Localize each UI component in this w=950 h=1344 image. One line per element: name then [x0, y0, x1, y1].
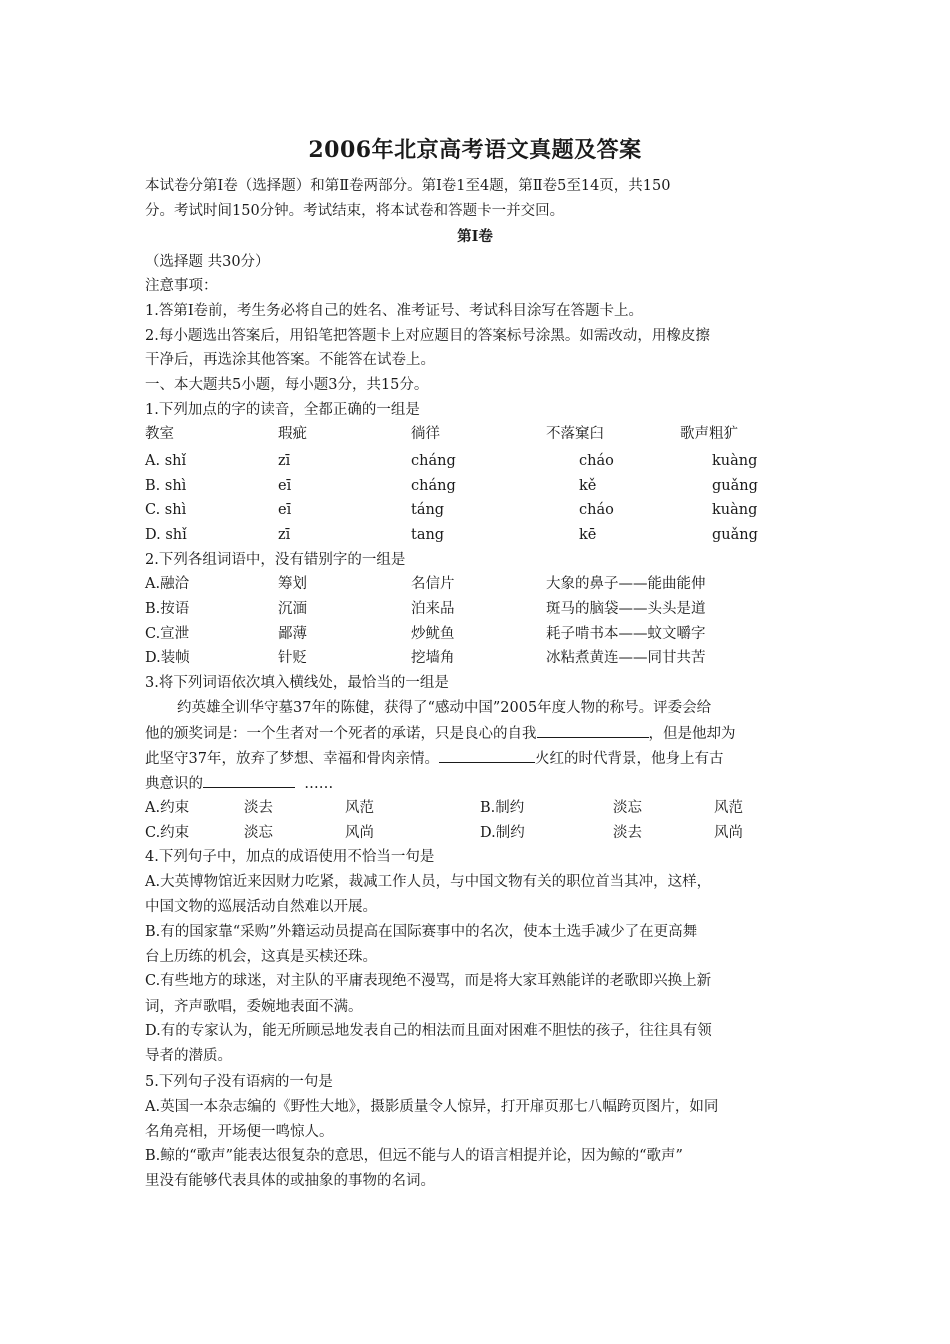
table-cell: 瑕疵	[278, 426, 307, 442]
question-2-option-row	[145, 648, 825, 668]
question-2-option-row	[145, 599, 825, 619]
question-4-stem: 4.下列句子中，加点的成语使用不恰当一句是	[145, 849, 435, 865]
table-cell: 风尚	[345, 825, 374, 841]
table-cell: táng	[411, 502, 445, 518]
table-cell: 泊来品	[411, 601, 455, 617]
table-cell: 沉湎	[278, 601, 307, 617]
table-cell: A. shǐ	[145, 453, 187, 469]
table-cell: kuàng	[712, 453, 758, 469]
option-line: 词，齐声歌唱，委婉地表面不满。	[145, 999, 363, 1015]
question-3-stem: 3.将下列词语依次填入横线处，最恰当的一组是	[145, 675, 449, 691]
intro-line: 分。考试时间150分钟。考试结束，将本试卷和答题卡一并交回。	[145, 203, 565, 219]
paragraph-line	[145, 723, 736, 744]
table-cell: guǎng	[712, 527, 758, 543]
note-line: 干净后，再选涂其他答案。不能答在试卷上。	[145, 352, 435, 368]
table-cell: cháo	[579, 502, 614, 518]
paragraph-text: 典意识的	[145, 776, 203, 792]
fill-blank	[537, 723, 649, 738]
table-cell: B.制约	[480, 800, 525, 816]
table-cell: guǎng	[712, 478, 758, 494]
option-line: A.大英博物馆近来因财力吃紧，裁减工作人员，与中国文物有关的职位首当其冲，这样，	[145, 874, 712, 890]
table-cell: C.约束	[145, 825, 190, 841]
table-cell: 教室	[145, 426, 174, 442]
option-line: 导者的潜质。	[145, 1048, 232, 1064]
paragraph-text: 火红的时代背景，他身上有古	[534, 751, 724, 767]
option-line: A.英国一本杂志编的《野性大地》，摄影质量令人惊异，打开扉页那七八幅跨页图片，如同	[145, 1099, 719, 1115]
option-line: D.有的专家认为，能无所顾忌地发表自己的相法而且面对困难不胆怯的孩子，往往具有领	[145, 1023, 712, 1039]
notes-heading: 注意事项：	[145, 278, 218, 294]
table-cell: eī	[278, 478, 292, 494]
table-cell: D.制约	[480, 825, 525, 841]
table-cell: 筹划	[278, 576, 307, 592]
section-subheading: （选择题 共30分）	[145, 254, 270, 270]
table-cell: A.约束	[145, 800, 190, 816]
question-2-option-row	[145, 574, 825, 594]
paragraph-text: 此坚守37年，放弃了梦想、幸福和骨肉亲情。	[145, 751, 439, 767]
paragraph-line	[145, 773, 333, 794]
table-cell: zī	[278, 453, 291, 469]
fill-blank	[203, 773, 295, 788]
table-cell: cháng	[411, 453, 456, 469]
question-3-option-row	[145, 823, 825, 843]
table-cell: 淡去	[613, 825, 642, 841]
question-2-stem: 2.下列各组词语中，没有错别字的一组是	[145, 552, 406, 568]
table-cell: kě	[579, 478, 597, 494]
question-5-stem: 5.下列句子没有语病的一句是	[145, 1074, 333, 1090]
question-1-option-row	[145, 451, 825, 471]
page-title: 2006年北京高考语文真题及答案	[308, 137, 642, 163]
table-cell: cháng	[411, 478, 456, 494]
paragraph-line: 约英雄全训华守墓37年的陈健，获得了“感动中国”2005年度人物的称号。评委会给	[177, 700, 712, 716]
note-line: 2.每小题选出答案后，用铅笔把答题卡上对应题目的答案标号涂黑。如需改动，用橡皮擦	[145, 328, 710, 344]
table-cell: A.融洽	[145, 576, 190, 592]
table-cell: B.按语	[145, 601, 190, 617]
table-cell: 风范	[345, 800, 374, 816]
option-line: 里没有能够代表具体的或抽象的事物的名词。	[145, 1173, 435, 1189]
question-3-option-row	[145, 798, 825, 818]
section-heading: 第Ⅰ卷	[457, 228, 493, 245]
table-cell: 淡忘	[244, 825, 273, 841]
table-cell: 徜徉	[411, 426, 440, 442]
paragraph-text: ……	[304, 776, 334, 792]
table-cell: 淡去	[244, 800, 273, 816]
question-2-option-row	[145, 624, 825, 644]
option-line: 中国文物的巡展活动自然难以开展。	[145, 899, 377, 915]
table-cell: D.装帧	[145, 650, 190, 666]
table-cell: 针贬	[278, 650, 307, 666]
question-1-option-row	[145, 525, 825, 545]
table-cell: C.宣泄	[145, 626, 190, 642]
option-line: B.有的国家靠“采购”外籍运动员提高在国际赛事中的名次，使本土选手减少了在更高舞	[145, 924, 698, 940]
table-cell: 挖墙角	[411, 650, 455, 666]
table-cell: eī	[278, 502, 292, 518]
table-cell: 大象的鼻子——能曲能伸	[546, 576, 706, 592]
option-line: C.有些地方的球迷，对主队的平庸表现绝不漫骂，而是将大家耳熟能详的老歌即兴换上新	[145, 973, 712, 989]
table-cell: kē	[579, 527, 597, 543]
question-1-option-row	[145, 500, 825, 520]
table-cell: cháo	[579, 453, 614, 469]
table-cell: 不落窠臼	[546, 426, 604, 442]
paragraph-text: 他的颁奖词是：一个生者对一个死者的承诺，只是良心的自我	[145, 726, 537, 742]
table-cell: tang	[411, 527, 445, 543]
question-1-stem: 1.下列加点的字的读音，全都正确的一组是	[145, 402, 420, 418]
table-cell: D. shǐ	[145, 527, 187, 543]
table-cell: C. shì	[145, 502, 187, 518]
table-cell: 斑马的脑袋——头头是道	[546, 601, 706, 617]
paragraph-text: ，但是他却为	[648, 726, 736, 742]
table-cell: 炒鱿鱼	[411, 626, 455, 642]
option-line: 台上历练的机会，这真是买椟还珠。	[145, 949, 377, 965]
intro-line: 本试卷分第Ⅰ卷（选择题）和第Ⅱ卷两部分。第Ⅰ卷1至4题，第Ⅱ卷5至14页，共150	[145, 178, 671, 194]
table-cell: kuàng	[712, 502, 758, 518]
fill-blank	[439, 748, 535, 763]
option-line: B.鲸的“歌声”能表达很复杂的意思，但远不能与人的语言相提并论，因为鲸的“歌声”	[145, 1148, 683, 1164]
paragraph-line	[145, 748, 723, 769]
table-cell: 鄙薄	[278, 626, 307, 642]
part-heading: 一、本大题共5小题，每小题3分，共15分。	[145, 377, 429, 393]
table-cell: 歌声粗犷	[680, 426, 738, 442]
option-line: 名角亮相，开场便一鸣惊人。	[145, 1124, 334, 1140]
table-cell: 冰粘煮黄连——同甘共苦	[546, 650, 706, 666]
question-1-header-row	[145, 424, 825, 444]
table-cell: 风尚	[714, 825, 743, 841]
table-cell: 名信片	[411, 576, 455, 592]
table-cell: 风范	[714, 800, 743, 816]
table-cell: zī	[278, 527, 291, 543]
table-cell: 淡忘	[613, 800, 642, 816]
table-cell: 耗子啃书本——蚊文嚼字	[546, 626, 706, 642]
note-line: 1.答第Ⅰ卷前，考生务必将自己的姓名、准考证号、考试科目涂写在答题卡上。	[145, 303, 644, 319]
question-1-option-row	[145, 476, 825, 496]
table-cell: B. shì	[145, 478, 187, 494]
